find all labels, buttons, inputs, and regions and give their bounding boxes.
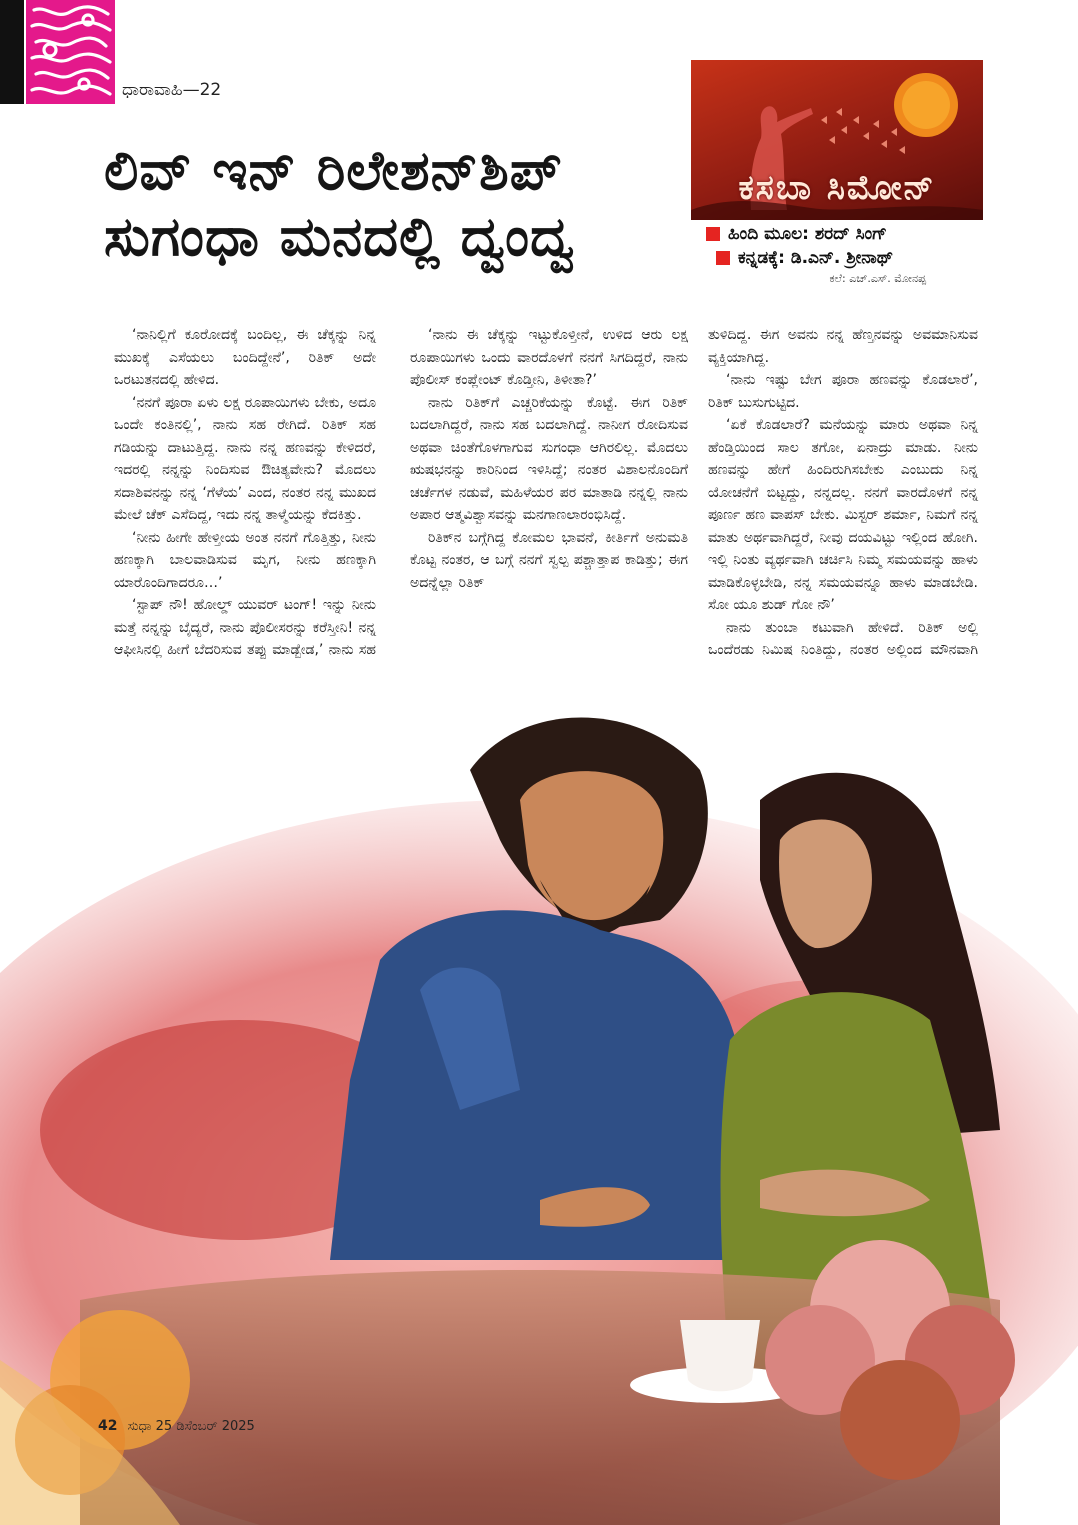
body-column-2 [410, 324, 688, 594]
credit-translator [706, 246, 986, 270]
paragraph: ನಾನು ರಿತಿಕ್‌ಗೆ ಎಚ್ಚರಿಕೆಯನ್ನು ಕೊಟ್ಟೆ. ಈಗ ರಿತಿಕ್ ಬದಲಾಗಿದ್ದರೆ, ನಾನು ಸಹ ಬದಲಾಗಿದ್ದೆ. ನಾನೀಗ ರೋದಿಸುವ ಅಥವಾ ಚಿಂತೆಗೊಳಗಾಗುವ ಸುಗಂಧಾ ಆಗಿರಲಿಲ್ಲ. ಮೊದಲು ಋಷಭನನ್ನು ಕಾರಿನಿಂದ ಇಳಿಸಿದ್ದೆ; ನಂತರ ವಿಶಾಲನೊಂದಿಗೆ ಚರ್ಚೆಗಳ ನಡುವೆ, ಮಹಿಳೆಯರ ಪರ ಮಾತಾಡಿ ನನ್ನಲ್ಲಿ ನಾನು ಅಪಾರ ಆತ್ಮವಿಶ್ವಾಸವನ್ನು ಮನಗಾಣಲಾರಂಭಿಸಿದ್ದೆ. [410, 394, 688, 523]
headline-line-1: ಲಿವ್ ಇನ್ ರಿಲೇಶನ್‌ಶಿಪ್ [104, 139, 563, 202]
paragraph: ‘ನೀನು ಹೀಗೇ ಹೇಳ್ತೀಯ ಅಂತ ನನಗೆ ಗೊತ್ತಿತ್ತು, ನೀನು ಹಣಕ್ಕಾಗಿ ಬಾಲವಾಡಿಸುವ ಮೃಗ, ನೀನು ಹಣಕ್ಕಾಗಿ ಯಾರೊಂದಿಗಾದರೂ…’ [114, 529, 376, 591]
series-banner [691, 60, 983, 220]
credits-block [706, 222, 986, 286]
paragraph: ‘ಏಕೆ ಕೊಡಲಾರೆ? ಮನೆಯನ್ನು ಮಾರು ಅಥವಾ ನಿನ್ನ ಹೆಂಡ್ತಿಯಿಂದ ಸಾಲ ತಗೋ, ಏನಾದ್ರು ಮಾಡು. ನೀನು ಹಣವನ್ನು ಹೇಗೆ ಹಿಂದಿರುಗಿಸಬೇಕು ಎಂಬುದು ನಿನ್ನ ಯೋಚನೆಗೆ ಬಿಟ್ಟದ್ದು, ನನ್ನದಲ್ಲ. ನನಗೆ ವಾರದೊಳಗೆ ನನ್ನ ಪೂರ್ಣ ಹಣ ವಾಪಸ್ ಬೇಕು. ಮಿಸ್ಟರ್ ಶರ್ಮಾ, ನಿಮಗೆ ನನ್ನ ಮಾತು ಅರ್ಥವಾಗಿದ್ದರೆ, ನೀವು ದಯವಿಟ್ಟು ಇಲ್ಲಿಂದ ಹೋಗಿ. ಇಲ್ಲಿ ನಿಂತು ವ್ಯರ್ಥವಾಗಿ ಚರ್ಚಿಸಿ ನಿಮ್ಮ ಸಮಯವನ್ನು ಹಾಳು ಮಾಡಿಕೊಳ್ಳಬೇಡಿ, ನನ್ನ ಸಮಯವನ್ನೂ ಹಾಳು ಮಾಡಬೇಡಿ. ಸೋ ಯೂ ಶುಡ್ ಗೋ ನೌ’ [708, 417, 978, 613]
paragraph: ರಿತಿಕ್‌ನ ಬಗ್ಗೆಗಿದ್ದ ಕೋಮಲ ಭಾವನೆ, ಕೀರ್ತಿಗೆ ಅನುಮತಿ ಕೊಟ್ಟ ನಂತರ, ಆ ಬಗ್ಗೆ ನನಗೆ ಸ್ವಲ್ಪ ಪಶ್ಚಾತ್ತಾಪ ಕಾಡಿತ್ತು; ಈಗ ಅದನ್ನೆಲ್ಲಾ ರಿತಿಕ್ [410, 529, 688, 591]
red-square-bullet-icon [706, 227, 720, 241]
credit-original [706, 222, 986, 246]
couple-cafe-illustration [0, 660, 1078, 1525]
credit-translator-text: ಕನ್ನಡಕ್ಕೆ: ಡಿ.ಎನ್. ಶ್ರೀನಾಥ್ [738, 248, 894, 268]
serial-number-label: ಧಾರಾವಾಹಿ—22 [122, 80, 222, 100]
credit-art: ಕಲೆ: ಎಚ್.ಎಸ್. ಮೋನಪ್ಪ [829, 272, 926, 285]
headline-line-2: ಸುಗಂಧಾ ಮನದಲ್ಲಿ ದ್ವಂದ್ವ [104, 205, 576, 268]
paragraph: ‘ಸ್ಟಾಪ್ ನೌ! ಹೋಲ್ಡ್ ಯುವರ್ ಟಂಗ್! ಇನ್ನು ನೀನು ಮತ್ತೆ ನನ್ನನ್ನು ಬೈದ್ಯರೆ, ನಾನು ಪೊಲೀಸರನ್ನು ಕರೆಸ್ತೀನಿ! ನನ್ನ ಆಫೀಸಿನಲ್ಲಿ ಹೀಗೆ ಬೆದರಿಸುವ ತಪ್ಪು ಮಾಡ್ಬೇಡ,’ ನಾನು ಸಹ [114, 597, 376, 658]
credit-original-text: ಹಿಂದಿ ಮೂಲ: ಶರದ್ ಸಿಂಗ್ [728, 224, 887, 244]
paragraph: ತುಳಿದಿದ್ದ. ಈಗ ಅವನು ನನ್ನ ಹೆಣ್ತನವನ್ನು ಅವಮಾನಿಸುವ ವ್ಯಕ್ತಿಯಾಗಿದ್ದ. [708, 327, 978, 366]
swirl-pattern-icon [26, 0, 115, 104]
series-title: ಕಸಬಾ ಸಿಮೋನ್ [738, 168, 936, 208]
paragraph: ‘ನಾನಿಲ್ಲಿಗೆ ಕೂರೋದಕ್ಕೆ ಬಂದಿಲ್ಲ, ಈ ಚೆಕ್ಕನ್ನು ನಿನ್ನ ಮುಖಕ್ಕೆ ಎಸೆಯಲು ಬಂದಿದ್ದೇನೆ’, ರಿತಿಕ್ ಅದೇ ಒರಟುತನದಲ್ಲಿ ಹೇಳಿದ. [114, 327, 376, 388]
section-logo-icon [24, 0, 115, 104]
paragraph: ನಾನು ತುಂಬಾ ಕಟುವಾಗಿ ಹೇಳಿದೆ. ರಿತಿಕ್ ಅಲ್ಲಿ ಒಂದೆರಡು ನಿಮಿಷ ನಿಂತಿದ್ದು, ನಂತರ ಅಲ್ಲಿಂದ ಮೌನವಾಗಿ [708, 619, 978, 658]
paragraph: ‘ನಾನು ಇಷ್ಟು ಬೇಗ ಪೂರಾ ಹಣವನ್ನು ಕೊಡಲಾರೆ’, ರಿತಿಕ್ ಬುಸುಗುಟ್ಟಿದ. [708, 372, 978, 411]
paragraph: ‘ನಾನು ಈ ಚೆಕ್ಕನ್ನು ಇಟ್ಟುಕೊಳ್ತೀನೆ, ಉಳಿದ ಆರು ಲಕ್ಷ ರೂಪಾಯಿಗಳು ಒಂದು ವಾರದೊಳಗೆ ನನಗೆ ಸಿಗದಿದ್ದರೆ, ನಾನು ಪೊಲೀಸ್ ಕಂಪ್ಲೇಂಟ್ ಕೊಡ್ತೀನಿ, ತಿಳೀತಾ?’ [410, 327, 688, 388]
page-footer [98, 1418, 255, 1434]
paragraph: ‘ನನಗೆ ಪೂರಾ ಏಳು ಲಕ್ಷ ರೂಪಾಯಿಗಳು ಬೇಕು, ಅದೂ ಒಂದೇ ಕಂತಿನಲ್ಲಿ’, ನಾನು ಸಹ ರೇಗಿದೆ. ರಿತಿಕ್ ಸಹ ಗಡಿಯನ್ನು ದಾಟುತ್ತಿದ್ದ. ನಾನು ನನ್ನ ಹಣವನ್ನು ಕೇಳಿದರೆ, ಇದರಲ್ಲಿ ನನ್ನನ್ನು ನಿಂದಿಸುವ ಔಚಿತ್ಯವೇನು? ಮೊದಲು ಸದಾಶಿವನನ್ನು ನನ್ನ ‘ಗೆಳೆಯ’ ಎಂದ, ನಂತರ ನನ್ನ ಮುಖದ ಮೇಲೆ ಚೆಕ್ ಎಸೆದಿದ್ದ, ಇದು ನನ್ನ ತಾಳ್ಮೆಯನ್ನು ಕೆದಕಿತ್ತು. [114, 394, 376, 523]
publication-date: ಸುಧಾ 25 ಡಿಸೆಂಬರ್ 2025 [127, 1419, 255, 1434]
red-square-bullet-icon [716, 251, 730, 265]
story-illustration [0, 660, 1078, 1525]
article-headline [104, 138, 684, 270]
page-number: 42 [98, 1418, 118, 1434]
body-column-3 [708, 324, 978, 684]
